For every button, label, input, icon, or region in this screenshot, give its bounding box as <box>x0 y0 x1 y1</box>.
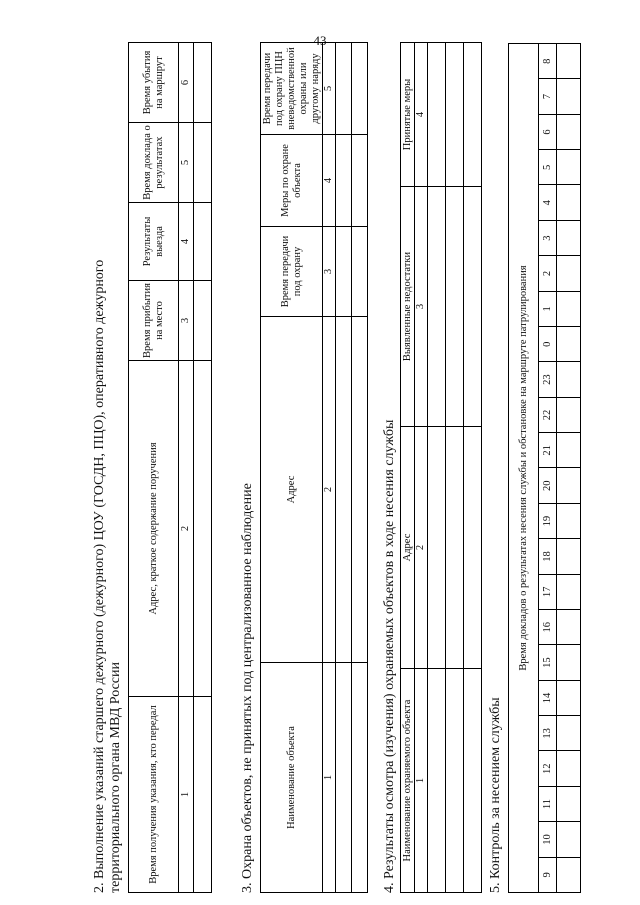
section5-table <box>508 43 581 893</box>
s5-hour-header: 14 <box>539 680 557 715</box>
s5-hour-header: 0 <box>539 327 557 362</box>
table-row <box>352 43 368 893</box>
section4-heading: 4. Результаты осмотра (изучения) охраняемых объектов в ходе несения службы <box>382 419 397 893</box>
s5-hour-header: 6 <box>539 114 557 149</box>
s4-col-number: 1 <box>415 669 428 893</box>
table-cell[interactable] <box>557 150 581 185</box>
table-cell[interactable] <box>352 663 368 893</box>
table-cell[interactable] <box>446 43 464 187</box>
table-cell[interactable] <box>194 697 212 893</box>
section5-heading: 5. Контроль за несением службы <box>488 697 503 893</box>
s2-col-number: 4 <box>179 203 194 281</box>
section2-heading-line1: 2. Выполнение указаний старшего дежурного (дежурного) ЦОУ (ГОСДН, ПЦО), оперативного дежурного <box>92 259 107 893</box>
table-cell[interactable] <box>557 503 581 538</box>
table-cell[interactable] <box>557 539 581 574</box>
s5-subheader: Время докладов о результатах несения службы и обстановке на маршруте патрулирования <box>509 44 539 893</box>
s5-hour-header: 12 <box>539 751 557 786</box>
table-row <box>194 43 212 893</box>
table-cell[interactable] <box>336 135 352 227</box>
s4-col-header: Адрес <box>401 427 415 669</box>
table-cell[interactable] <box>557 327 581 362</box>
table-row <box>446 43 464 893</box>
table-cell[interactable] <box>336 227 352 317</box>
table-cell[interactable] <box>428 669 446 893</box>
table-cell[interactable] <box>557 79 581 114</box>
table-cell[interactable] <box>557 786 581 821</box>
table-cell[interactable] <box>464 427 482 669</box>
table-cell[interactable] <box>557 857 581 892</box>
table-cell[interactable] <box>557 256 581 291</box>
table-cell[interactable] <box>557 220 581 255</box>
table-cell[interactable] <box>446 669 464 893</box>
s3-col-header: Время передачи под охрану <box>261 227 323 317</box>
s4-col-number: 3 <box>415 187 428 427</box>
table-row <box>464 43 482 893</box>
s2-col-header: Время получения указания, кто передал <box>129 697 179 893</box>
s5-hour-header: 5 <box>539 150 557 185</box>
s4-col-number: 2 <box>415 427 428 669</box>
table-cell[interactable] <box>557 114 581 149</box>
table-cell[interactable] <box>557 433 581 468</box>
s5-hour-header: 21 <box>539 433 557 468</box>
s5-hour-header: 7 <box>539 79 557 114</box>
section2-table <box>128 42 212 893</box>
s4-col-header: Наименование охраняемого объекта <box>401 669 415 893</box>
table-cell[interactable] <box>557 716 581 751</box>
s3-col-number: 3 <box>323 227 336 317</box>
s5-hour-header: 15 <box>539 645 557 680</box>
s5-hour-header: 4 <box>539 185 557 220</box>
table-cell[interactable] <box>352 227 368 317</box>
s5-hour-header: 13 <box>539 716 557 751</box>
s2-col-number: 3 <box>179 281 194 361</box>
s3-col-number: 2 <box>323 317 336 663</box>
s5-hour-header: 23 <box>539 362 557 397</box>
table-cell[interactable] <box>557 822 581 857</box>
section3-heading: 3. Охрана объектов, не принятых под централизованное наблюдение <box>240 483 255 893</box>
table-cell[interactable] <box>352 43 368 135</box>
table-row <box>428 43 446 893</box>
table-row <box>336 43 352 893</box>
s2-col-number: 1 <box>179 697 194 893</box>
s5-hour-header: 11 <box>539 786 557 821</box>
table-cell[interactable] <box>194 281 212 361</box>
s5-hour-header: 9 <box>539 857 557 892</box>
table-cell[interactable] <box>557 610 581 645</box>
table-cell[interactable] <box>428 427 446 669</box>
s5-hour-header: 3 <box>539 220 557 255</box>
s3-col-header: Адрес <box>261 317 323 663</box>
table-cell[interactable] <box>336 663 352 893</box>
table-cell[interactable] <box>557 362 581 397</box>
s2-col-header: Результаты выезда <box>129 203 179 281</box>
section2-heading-line2: территориального органа МВД России <box>108 661 123 893</box>
table-cell[interactable] <box>557 397 581 432</box>
table-cell[interactable] <box>194 123 212 203</box>
table-cell[interactable] <box>557 291 581 326</box>
s3-col-number: 4 <box>323 135 336 227</box>
table-cell[interactable] <box>194 361 212 697</box>
s2-col-header: Время прибытия на место <box>129 281 179 361</box>
s2-col-number: 2 <box>179 361 194 697</box>
s3-col-number: 1 <box>323 663 336 893</box>
table-row <box>557 44 581 893</box>
s5-hours-row <box>539 44 557 893</box>
table-cell[interactable] <box>352 135 368 227</box>
s5-hour-header: 18 <box>539 539 557 574</box>
s2-col-number: 5 <box>179 123 194 203</box>
s2-col-header: Время доклада о результатах <box>129 123 179 203</box>
s5-hour-header: 8 <box>539 44 557 79</box>
table-cell[interactable] <box>557 680 581 715</box>
section3-table <box>260 42 368 893</box>
s2-col-header: Время убытия на маршрут <box>129 43 179 123</box>
table-cell[interactable] <box>446 187 464 427</box>
table-cell[interactable] <box>194 43 212 123</box>
s3-col-header: Меры по охране объекта <box>261 135 323 227</box>
table-cell[interactable] <box>194 203 212 281</box>
page-number: 43 <box>313 33 327 48</box>
s3-col-header: Наименование объекта <box>261 663 323 893</box>
s4-col-header: Выявленные недостатки <box>401 187 415 427</box>
s5-hour-header: 2 <box>539 256 557 291</box>
s4-col-number: 4 <box>415 43 428 187</box>
table-cell[interactable] <box>557 751 581 786</box>
table-cell[interactable] <box>557 645 581 680</box>
table-cell[interactable] <box>557 44 581 79</box>
s5-hour-header: 16 <box>539 610 557 645</box>
section4-table <box>400 42 482 893</box>
table-cell[interactable] <box>557 185 581 220</box>
table-cell[interactable] <box>464 43 482 187</box>
table-cell[interactable] <box>464 187 482 427</box>
s2-col-header: Адрес, краткое содержание поручения <box>129 361 179 697</box>
table-cell[interactable] <box>464 669 482 893</box>
table-cell[interactable] <box>352 317 368 663</box>
s2-col-number: 6 <box>179 43 194 123</box>
table-cell[interactable] <box>336 317 352 663</box>
s5-hour-header: 17 <box>539 574 557 609</box>
s5-hour-header: 19 <box>539 503 557 538</box>
s5-hour-header: 20 <box>539 468 557 503</box>
table-cell[interactable] <box>446 427 464 669</box>
s5-hour-header: 1 <box>539 291 557 326</box>
table-cell[interactable] <box>428 187 446 427</box>
s4-col-header: Принятые меры <box>401 43 415 187</box>
s5-hour-header: 22 <box>539 397 557 432</box>
table-cell[interactable] <box>336 43 352 135</box>
table-cell[interactable] <box>557 468 581 503</box>
table-cell[interactable] <box>557 574 581 609</box>
table-cell[interactable] <box>428 43 446 187</box>
s5-hour-header: 10 <box>539 822 557 857</box>
s3-col-header: Время передачи под охрану ПЦН вневедомственной охраны или другому наряду <box>261 43 323 135</box>
s3-col-number: 5 <box>323 43 336 135</box>
